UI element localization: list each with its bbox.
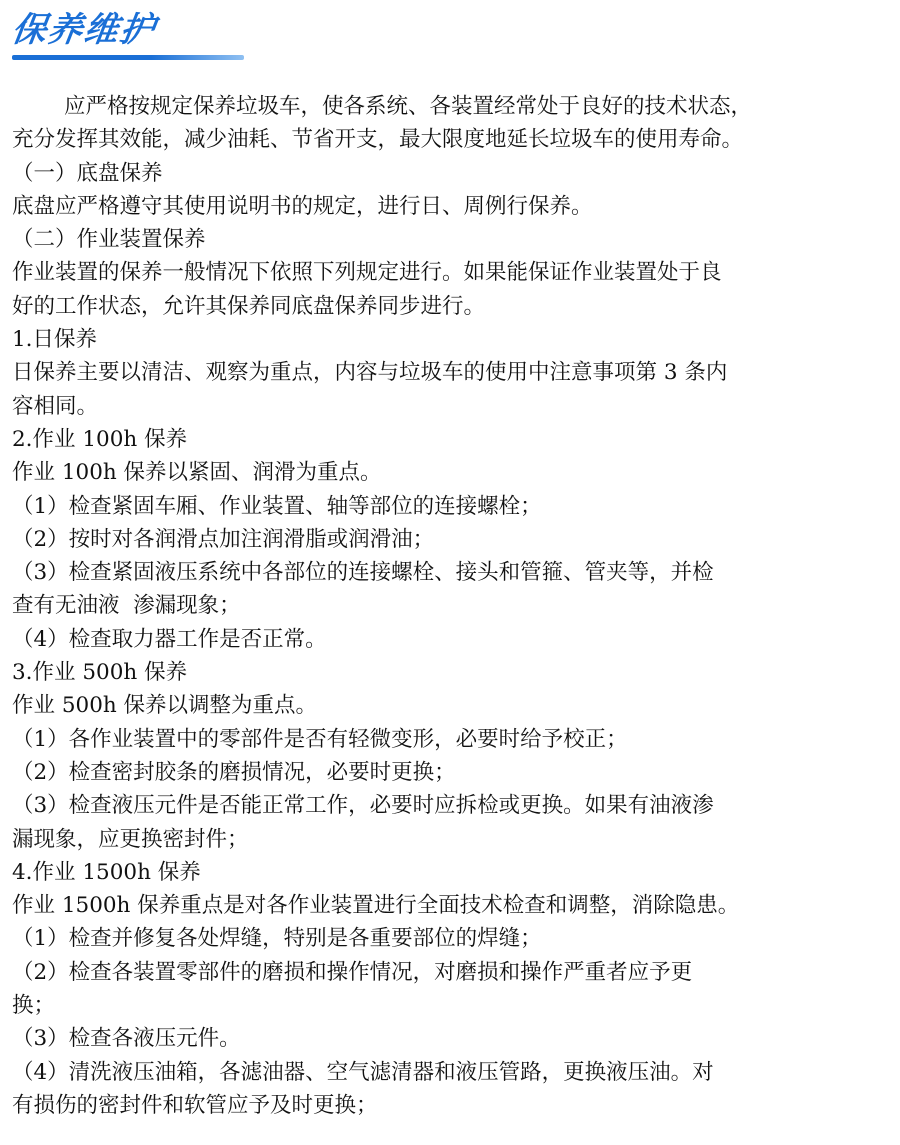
paragraph-line: 应严格按规定保养垃圾车，使各系统、各装置经常处于良好的技术状态， — [64, 94, 753, 119]
paragraph-line: 充分发挥其效能，减少油耗、节省开支，最大限度地延长垃圾车的使用寿命。 — [12, 127, 744, 153]
list-item: （1）检查紧固车厢、作业装置、轴等部位的连接螺栓； — [12, 493, 542, 519]
subsection-heading: 2.作业 100h 保养 — [12, 426, 188, 452]
list-item: （3）检查紧固液压系统中各部位的连接螺栓、接头和管箍、管夹等，并检 — [12, 560, 714, 586]
section-heading: （一）底盘保养 — [12, 160, 163, 186]
paragraph-line: 作业 500h 保养以调整为重点。 — [12, 693, 318, 719]
list-item: （3）检查液压元件是否能正常工作，必要时应拆检或更换。如果有油液渗 — [12, 793, 714, 819]
list-item: （2）检查各装置零部件的磨损和操作情况，对磨损和操作严重者应予更 — [12, 959, 693, 985]
list-item: （3）检查各液压元件。 — [12, 1026, 241, 1052]
subsection-heading: 1.日保养 — [12, 327, 98, 353]
list-item: 漏现象，应更换密封件； — [12, 826, 249, 852]
list-item: （4）检查取力器工作是否正常。 — [12, 626, 327, 652]
subsection-heading: 4.作业 1500h 保养 — [12, 859, 201, 885]
list-item: （2）按时对各润滑点加注润滑脂或润滑油； — [12, 526, 435, 552]
list-item: 查有无油液 渗漏现象； — [12, 593, 241, 619]
body-text — [12, 90, 890, 1122]
paragraph-line: 作业装置的保养一般情况下依照下列规定进行。如果能保证作业装置处于良 — [12, 260, 722, 286]
list-item: （1）各作业装置中的零部件是否有轻微变形，必要时给予校正； — [12, 726, 628, 752]
paragraph-line: 作业 1500h 保养重点是对各作业装置进行全面技术检查和调整，消除隐患。 — [12, 893, 740, 919]
subsection-heading: 3.作业 500h 保养 — [12, 660, 188, 686]
paragraph-line: 好的工作状态，允许其保养同底盘保养同步进行。 — [12, 293, 486, 319]
page-title: 保养维护 — [9, 10, 159, 50]
list-item: （1）检查并修复各处焊缝，特别是各重要部位的焊缝； — [12, 926, 542, 952]
paragraph-line: 容相同。 — [12, 393, 99, 419]
title-underline — [12, 55, 244, 60]
list-item: 有损伤的密封件和软管应予及时更换； — [12, 1092, 378, 1118]
paragraph-line: 作业 100h 保养以紧固、润滑为重点。 — [12, 460, 382, 486]
section-heading: （二）作业装置保养 — [12, 227, 206, 253]
paragraph-line: 底盘应严格遵守其使用说明书的规定，进行日、周例行保养。 — [12, 193, 593, 219]
list-item: （2）检查密封胶条的磨损情况，必要时更换； — [12, 759, 456, 785]
paragraph-line: 日保养主要以清洁、观察为重点，内容与垃圾车的使用中注意事项第 3 条内 — [12, 360, 728, 386]
list-item: （4）清洗液压油箱，各滤油器、空气滤清器和液压管路，更换液压油。对 — [12, 1059, 714, 1085]
title-block — [9, 8, 159, 52]
list-item: 换； — [12, 993, 56, 1019]
